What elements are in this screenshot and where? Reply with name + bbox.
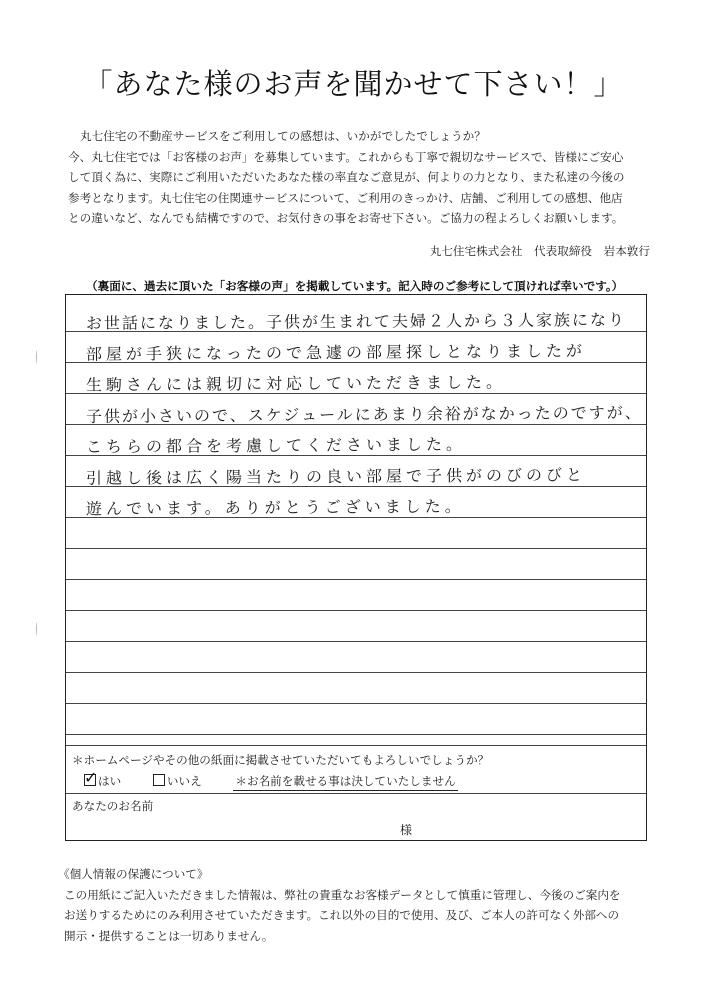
comment-form [65,294,647,841]
handwritten-line: お世話になりました。子供が生まれて夫婦２人から３人家族になり [85,310,627,333]
name-section [66,793,646,841]
company-signature: 丸七住宅株式会社 代表取締役 岩本敦行 [429,244,650,258]
anonymity-note: ＊お名前を載せる事は決していたしません [233,773,457,791]
ruled-line [66,703,646,704]
permission-options [84,768,458,791]
ruled-line [66,734,646,735]
check-icon: ✓ [84,768,98,787]
privacy-section [58,864,698,946]
permission-question: ＊ホームページやその他の紙面に掲載させていただいてもよろしいでしょうか？ [72,753,490,767]
privacy-heading: 《個人情報の保護について》 [58,867,209,881]
intro-line: して頂く為に、実際にご利用いただいたあなた様の率直なご意見が、何よりの力となり、また私達の今後の [68,170,625,184]
ruled-line [66,548,646,549]
handwritten-line: 子供が小さいので、スケジュールにあまり余裕がなかったのですが、 [85,403,643,426]
privacy-line: この用紙にご記入いただきました情報は、弊社の貴重なお客様データとして慎重に管理し、今後のご案内を [64,887,621,902]
no-checkbox[interactable] [153,774,165,786]
handwritten-line: 遊んでいます。ありがとうございました。 [85,496,465,519]
yes-checkbox[interactable] [84,768,98,787]
name-label: あなたのお名前 [72,799,154,813]
form-reference-note: （裏面に、過去に頂いた「お客様の声」を掲載しています。記入時のご参考にして頂ければ幸いです。） [80,278,629,294]
name-suffix: 様 [400,823,413,837]
intro-line: との違いなど、なんでも結構ですので、お気付きの事をお寄せ下さい。ご協力の程よろしくお願いします。 [68,211,624,225]
intro-line: 参考となります。丸七住宅の住関連サービスについて、ご利用のきっかけ、店舗、ご利用しての感想、他店 [68,190,623,205]
ruled-line [66,641,646,642]
privacy-line: お送りするためにのみ利用させていただきます。これ以外の目的で使用、及び、ご本人の許可なく外部への [64,908,620,922]
punch-mark [36,350,37,364]
page-title: 「あなた様のお声を聞かせて下さい！」 [83,67,624,101]
punch-mark [36,622,37,636]
privacy-line: 開示・提供することは一切ありません。 [64,928,274,943]
ruled-line [66,610,646,611]
permission-section [66,745,646,794]
comment-area[interactable] [66,295,646,745]
handwritten-line: こちらの都合を考慮してくださいました。 [85,434,467,457]
yes-label: はい [98,774,122,788]
handwritten-line: 生駒さんには親切に対応していただきました。 [85,372,507,395]
intro-line: 今、丸七住宅では「お客様のお声」を募集しています。これからも丁寧で親切なサービスで、皆様にご安心 [68,149,624,164]
no-label: いいえ [166,774,202,788]
no-option[interactable] [153,773,202,789]
intro-line: 丸七住宅の不動産サービスをご利用しての感想は、いかがでしたでしょうか？ [80,129,486,143]
ruled-line [66,672,646,673]
handwritten-line: 引越し後は広く陽当たりの良い部屋で子供がのびのびと [85,465,587,488]
ruled-line [66,579,646,580]
yes-option[interactable] [84,768,122,789]
handwritten-line: 部屋が手狭になったので急遽の部屋探しとなりましたが [85,341,587,364]
intro-text [68,126,658,229]
